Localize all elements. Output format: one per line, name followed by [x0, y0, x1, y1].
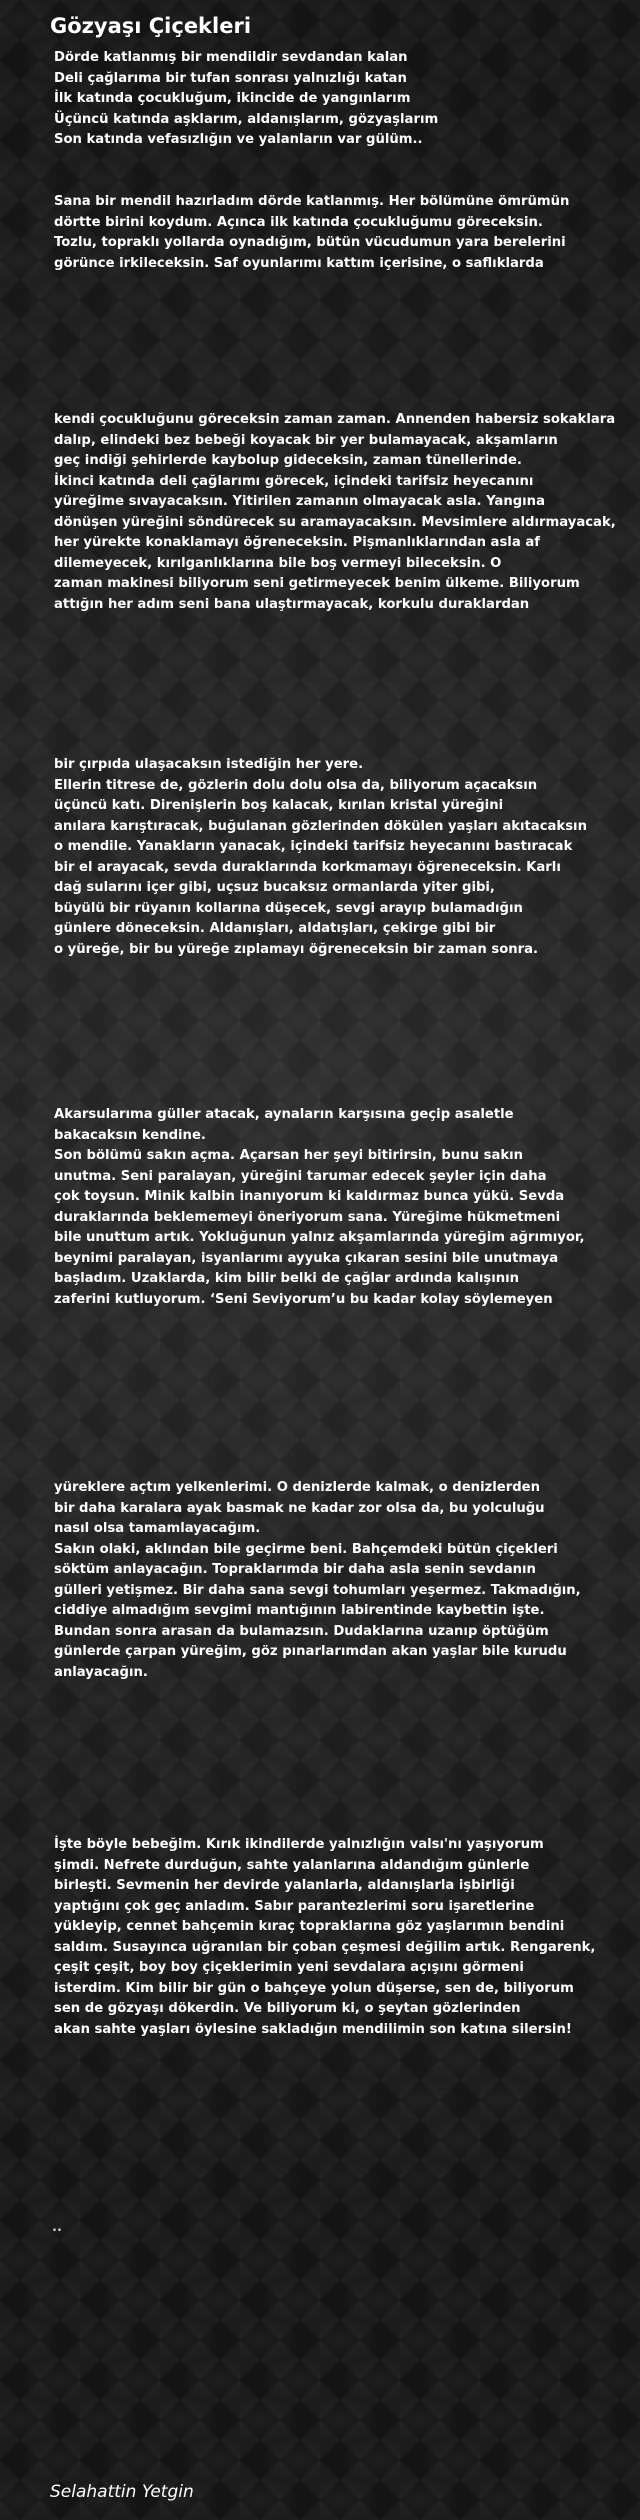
poem-line: yüreklere açtım yelkenlerimi. O denizlerde kalmak, o denizlerden: [54, 1480, 541, 1495]
poem-line: Bundan sonra arasan da bulamazsın. Dudaklarına uzanıp öptüğüm: [54, 1623, 549, 1639]
poem-line: bir el arayacak, sevda duraklarında korkmamayı öğreneceksin. Karlı: [54, 859, 561, 875]
poem-line: akan sahte yaşları öylesine sakladığın mendilimin son katına silersin!: [54, 2021, 572, 2037]
poem-line: Deli çağlarıma bir tufan sonrası yalnızlığı katan: [54, 70, 407, 86]
poem-line: dörtte birini koydum. Açınca ilk katında çocukluğumu göreceksin.: [54, 214, 543, 230]
poem-title: Gözyaşı Çiçekleri: [50, 14, 252, 38]
poem-line: geç indiği şehirlerde kaybolup gideceksin, zaman tünellerinde.: [54, 453, 522, 468]
poem-line: Sakın olaki, aklından bile geçirme beni. Bahçemdeki bütün çiçekleri: [54, 1541, 558, 1557]
poem-line: Ellerin titrese de, gözlerin dolu dolu olsa da, biliyorum açacaksın: [54, 777, 538, 793]
poem-line: yüreğime sıvayacaksın. Yitirilen zamanın olmayacak asla. Yangına: [54, 494, 545, 509]
poem-line: çeşit çeşit, boy boy çiçeklerimin yeni sevdalara açışını görmeni: [54, 1960, 524, 1975]
poem-line: günlerde çarpan yüreğim, göz pınarlarımdan akan yaşlar bile kurudu: [54, 1644, 567, 1659]
poem-line: kendi çocukluğunu göreceksin zaman zaman. Annenden habersiz sokaklara: [54, 412, 616, 427]
poem-line: bir daha karalara ayak basmak ne kadar zor olsa da, bu yolculuğu: [54, 1500, 545, 1516]
poem-line: bile unuttum artık. Yokluğunun yalnız akşamlarında yüreğim ağrımıyor,: [54, 1230, 585, 1245]
poem-line: bir çırpıda ulaşacaksın istediğin her yere.: [54, 757, 364, 772]
poem-line: duraklarında beklememeyi öneriyorum sana. Yüreğime hükmetmeni: [54, 1209, 561, 1225]
poem-line: anılara karıştıracak, buğulanan gözlerinden dökülen yaşları akıtacaksın: [54, 818, 587, 834]
poem-line: çok toysun. Minik kalbin inanıyorum ki kaldırmaz bunca yükü. Sevda: [54, 1189, 565, 1204]
poem-line: zaman makinesi biliyorum seni getirmeyecek benim ülkeme. Biliyorum: [54, 576, 580, 591]
poem-line: günlere döneceksin. Aldanışları, aldatışları, çekirge gibi bir: [54, 921, 496, 936]
poem-line: Sana bir mendil hazırladım dörde katlanmış. Her bölümüne ömrümün: [54, 194, 570, 209]
poem-line: büyülü bir rüyanın kollarına düşecek, sevgi arayıp bulamadığın: [54, 900, 523, 916]
poem-author: Selahattin Yetgin: [50, 2482, 194, 2502]
poem-line: bakacaksın kendine.: [54, 1127, 206, 1143]
poem-line: dönüşen yüreğini söndürecek su aramayacaksın. Mevsimlere aldırmayacak,: [54, 514, 616, 530]
poem-line: nasıl olsa tamamlayacağım.: [54, 1521, 261, 1536]
poem-line: İlk katında çocukluğum, ikincide de yangınlarım: [54, 91, 411, 106]
poem-line: başladım. Uzaklarda, kim bilir belki de çağlar ardında kalışının: [54, 1271, 520, 1286]
poem-line: attığın her adım seni bana ulaştırmayacak, korkulu duraklardan: [54, 596, 530, 612]
poem-line: yükleyip, cennet bahçemin kıraç topraklarına göz yaşlarımın bendini: [54, 1919, 565, 1934]
poem-line: her yürekte konaklamayı öğreneceksin. Pişmanlıklarından asla af: [54, 535, 540, 550]
poem-line: söktüm anlayacağın. Topraklarımda bir daha asla senin sevdanın: [54, 1562, 536, 1577]
poem-line: sen de gözyaşı dökerdin. Ve biliyorum ki, o şeytan gözlerinden: [54, 2001, 521, 2016]
poem-line: dağ sularını içer gibi, uçsuz bucaksız ormanlarda yiter gibi,: [54, 880, 495, 895]
poem-line: birleşti. Sevmenin her devirde yalanlarla, aldanışlarla işbirliği: [54, 1878, 515, 1893]
poem-line: isterdim. Kim bilir bir gün o bahçeye yolun düşerse, sen de, biliyorum: [54, 1980, 574, 1996]
poem-line: Akarsularıma güller atacak, aynaların karşısına geçip asaletle: [54, 1107, 514, 1122]
poem-line: İkinci katında deli çağlarımı görecek, içindeki tarifsiz heyecanını: [54, 473, 534, 489]
poem-line: Son katında vefasızlığın ve yalanların var gülüm..: [54, 132, 423, 147]
poem-line: yaptığını çok geç anladım. Sabır parantezlerimi soru işaretlerine: [54, 1898, 535, 1914]
poem-line: gülleri yetişmez. Bir daha sana sevgi tohumları yeşermez. Takmadığın,: [54, 1582, 581, 1598]
poem-line: o mendile. Yanakların yanacak, içindeki tarifsiz heyecanını bastıracak: [54, 839, 573, 854]
poem-line: saldım. Susayınca uğranılan bir çoban çeşmesi değilim artık. Rengarenk,: [54, 1939, 596, 1955]
poem-line: Dörde katlanmış bir mendildir sevdandan kalan: [54, 50, 408, 65]
poem-ellipsis: ..: [52, 2220, 62, 2235]
poem-line: İşte böyle bebeğim. Kırık ikindilerde yalnızlığın valsı'nı yaşıyorum: [54, 1837, 544, 1852]
poem-line: şimdi. Nefrete durduğun, sahte yalanlarına aldandığım günlerle: [54, 1857, 530, 1873]
poem-line: Son bölümü sakın açma. Açarsan her şeyi bitirirsin, bunu sakın: [54, 1148, 524, 1163]
poem-line: zaferini kutluyorum. ‘Seni Seviyorum’u bu kadar kolay söylemeyen: [54, 1291, 553, 1307]
poem-line: o yüreğe, bir bu yüreğe zıplamayı öğreneceksin bir zaman sonra.: [54, 941, 539, 957]
poem-line: beynimi paralayan, isyanlarımı ayyuka çıkaran sesini bile unutmaya: [54, 1250, 559, 1266]
poem-line: görünce irkileceksin. Saf oyunlarımı kattım içerisine, o saflıklarda: [54, 255, 544, 271]
poem-line: dilemeyecek, kırılganlıklarına bile boş vermeyi bileceksin. O: [54, 555, 502, 571]
poem-line: anlayacağın.: [54, 1664, 148, 1680]
poem-line: üçüncü katı. Direnişlerin boş kalacak, kırılan kristal yüreğini: [54, 798, 504, 813]
poem-line: Tozlu, topraklı yollarda oynadığım, bütün vücudumun yara berelerini: [54, 235, 566, 250]
poem-line: unutma. Seni paralayan, yüreğini tarumar edecek şeyler için daha: [54, 1168, 547, 1184]
poem-line: dalıp, elindeki bez bebeği koyacak bir yer bulamayacak, akşamların: [54, 432, 558, 448]
poem-line: Üçüncü katında aşklarım, aldanışlarım, gözyaşlarım: [54, 111, 439, 127]
poem-line: ciddiye almadığım sevgimi mantığının labirentinde kaybettin işte.: [54, 1603, 545, 1618]
